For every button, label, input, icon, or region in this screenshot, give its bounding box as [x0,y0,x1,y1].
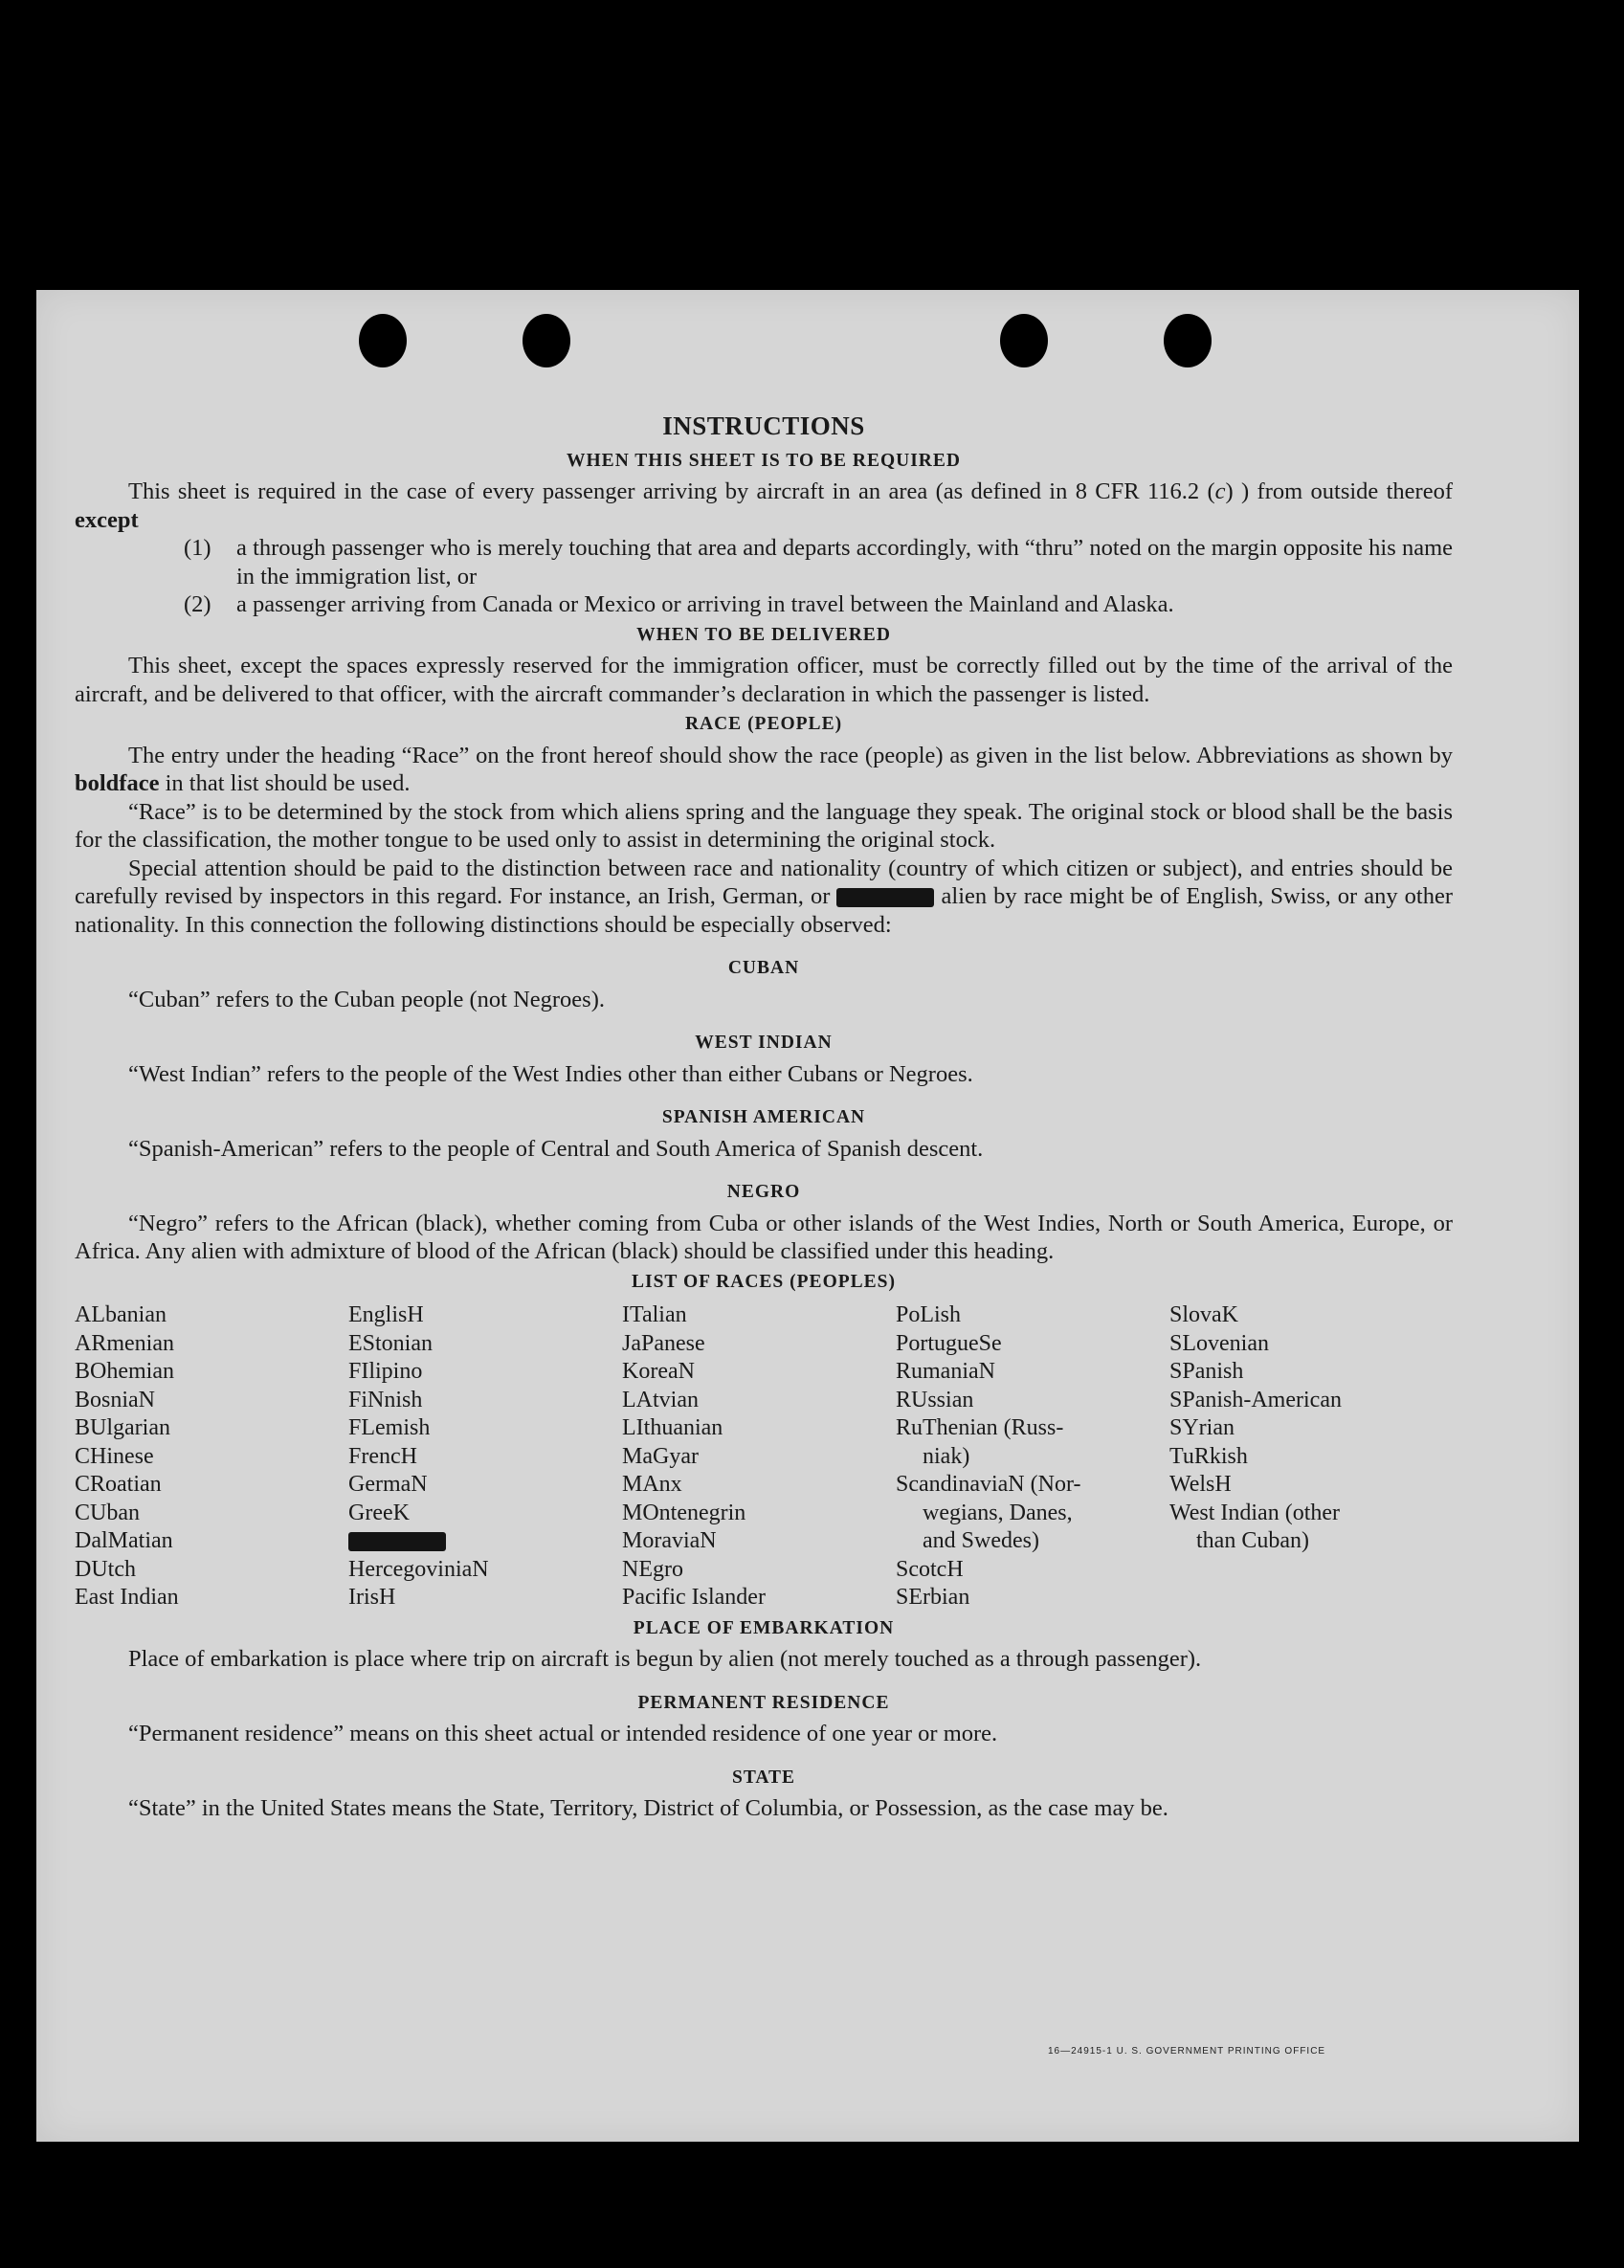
residence-text: “Permanent residence” means on this sheet actual or intended residence of one year or more. [128,1721,998,1746]
section-heading-west-indian: WEST INDIAN [695,1033,833,1053]
race-entry: RuThenian (Russ- [896,1415,1064,1440]
race-entry: FrencH [348,1443,417,1469]
race-entry: BosniaN [75,1387,155,1412]
state-text: “State” in the United States means the State, Territory, District of Columbia, or Possession, as the case may be. [128,1795,1168,1821]
required-intro-suffix: ) ) from outside thereof [1225,478,1453,504]
section-heading-negro: NEGRO [726,1182,801,1202]
race-entry: BOhemian [75,1359,174,1384]
race-entry: PortugueSe [896,1330,1002,1356]
required-intro-prefix: This sheet is required in the case of every passenger arriving by aircraft in an area (as defined in 8 CFR 116.2 ( [128,478,1215,504]
page-title: INSTRUCTIONS [662,411,865,440]
race-column [896,1301,1169,1612]
required-intro-italic: c [1214,478,1226,504]
race-p1-suffix: in that list should be used. [159,770,411,796]
required-intro-bold: except [75,506,139,533]
spanish-american-text: “Spanish-American” refers to the people of Central and South America of Spanish descent. [128,1135,984,1162]
race-p1-bold: boldface [75,770,160,796]
delivered-text: This sheet, except the spaces expressly reserved for the immigration officer, must be correctly filled out by the time of the arrival of the aircraft, and be delivered to that officer, with the aircraft commander’s declaration in which the passenger is listed. [75,653,1453,707]
race-entry: PoLish [896,1302,962,1327]
race-column [622,1301,896,1612]
race-list [75,1301,1453,1612]
race-entry: MaGyar [622,1443,699,1469]
race-entry: FLemish [348,1415,431,1440]
exception-text: a passenger arriving from Canada or Mexico or arriving in travel between the Mainland and Alaska. [236,591,1174,617]
race-entry: LIthuanian [622,1415,723,1440]
race-entry: ARmenian [75,1330,174,1356]
race-entry: NEgro [622,1556,683,1582]
race-entry: DalMatian [75,1528,173,1553]
exception-item [184,590,1453,619]
punch-hole [1164,314,1212,367]
section-heading-spanish-american: SPANISH AMERICAN [661,1107,866,1127]
race-entry: RumaniaN [896,1359,995,1384]
race-entry: SPanish-American [1169,1387,1342,1412]
race-entry: SPanish [1169,1359,1244,1384]
race-entry-continuation: than Cuban) [1196,1528,1309,1553]
punch-hole [523,314,570,367]
race-p3-part2: alien by race might be of English, Swiss, or any other nationality. In this connection the following distinctions should be especially observed: [75,883,1454,938]
section-heading-cuban: CUBAN [727,958,800,978]
race-entry: FIlipino [348,1359,423,1384]
race-entry: JaPanese [622,1330,705,1356]
section-heading-state: STATE [731,1767,796,1788]
section-heading-embarkation: PLACE OF EMBARKATION [633,1617,895,1638]
negro-text: “Negro” refers to the African (black), whether coming from Cuba or other islands of the West Indies, North or South America, Europe, or Africa. Any alien with admixture of blood of the African (black) should be classified under this heading. [75,1210,1453,1264]
embarkation-text: Place of embarkation is place where trip on aircraft is begun by alien (not merely touched as a through passenger). [128,1646,1202,1672]
race-entry: CRoatian [75,1472,162,1497]
form-number-footer: 16—24915-1 U. S. GOVERNMENT PRINTING OFFICE [1048,2046,1326,2057]
punch-hole [359,314,407,367]
race-entry: GreeK [348,1500,410,1525]
section-heading-required: WHEN THIS SHEET IS TO BE REQUIRED [567,450,961,471]
race-entry: MAnx [622,1472,682,1497]
race-entry: SYrian [1169,1415,1235,1440]
race-entry-redacted [348,1527,622,1556]
race-entry: SErbian [896,1585,970,1610]
race-entry: MoraviaN [622,1528,717,1553]
race-paragraph-2: “Race” is to be determined by the stock from which aliens spring and the language they speak. The original stock or blood shall be the basis for the classification, the mother tongue to be used only to assist in determining the original stock. [75,798,1453,853]
race-entry: HercegoviniaN [348,1556,489,1582]
race-entry: IrisH [348,1585,396,1610]
exception-text: a through passenger who is merely touching that area and departs accordingly, with “thru” noted on the margin opposite his name in the immigration list, or [236,535,1453,589]
race-entry: ALbanian [75,1302,167,1327]
race-entry: ITalian [622,1302,687,1327]
redaction-mark [348,1532,446,1551]
race-p1-prefix: The entry under the heading “Race” on the front hereof should show the race (people) as given in the list below. Abbreviations as shown by [128,742,1453,768]
section-heading-residence: PERMANENT RESIDENCE [637,1692,890,1713]
race-entry: GermaN [348,1472,428,1497]
race-entry: ScandinaviaN (Nor- [896,1472,1081,1497]
race-entry: EnglisH [348,1302,424,1327]
race-column [1169,1301,1443,1612]
race-entry-continuation: niak) [923,1443,970,1469]
race-p3-part1: Special attention should be paid to the distinction between race and nationality (country of which citizen or subject), and entries should be carefully revised by inspectors in this regard. For instance, an Irish, German, or [75,855,1453,909]
race-entry: DUtch [75,1556,136,1582]
cuban-text: “Cuban” refers to the Cuban people (not Negroes). [128,986,605,1012]
race-entry: FiNnish [348,1387,423,1412]
race-entry-continuation: wegians, Danes, [923,1500,1073,1525]
required-intro [75,478,1453,534]
section-heading-races: LIST OF RACES (PEOPLES) [631,1271,896,1292]
race-paragraph-1 [75,742,1453,798]
instructions-content [75,412,1453,1823]
race-entry: TuRkish [1169,1443,1248,1469]
race-paragraph-3 [75,855,1453,940]
race-entry: East Indian [75,1585,179,1610]
race-entry: SlovaK [1169,1302,1238,1327]
race-entry: BUlgarian [75,1415,170,1440]
document-sheet [36,290,1579,2142]
race-entry: WelsH [1169,1472,1232,1497]
punch-hole [1000,314,1048,367]
race-entry: LAtvian [622,1387,699,1412]
race-entry-continuation: and Swedes) [923,1528,1039,1553]
race-column [348,1301,622,1612]
section-heading-race: RACE (PEOPLE) [684,714,843,734]
race-entry: MOntenegrin [622,1500,746,1525]
race-entry: KoreaN [622,1359,695,1384]
exception-item [184,534,1453,590]
section-heading-delivered: WHEN TO BE DELIVERED [636,624,891,645]
race-entry: Pacific Islander [622,1585,766,1610]
race-column [75,1301,348,1612]
race-entry: SLovenian [1169,1330,1269,1356]
redaction-mark [836,888,934,907]
west-indian-text: “West Indian” refers to the people of the West Indies other than either Cubans or Negroes. [128,1060,973,1087]
race-entry: CHinese [75,1443,154,1469]
race-entry: RUssian [896,1387,974,1412]
race-entry: CUban [75,1500,140,1525]
exception-number: (1) [184,535,211,561]
race-entry: ScotcH [896,1556,964,1582]
exception-number: (2) [184,591,211,617]
race-entry: EStonian [348,1330,433,1356]
race-entry: West Indian (other [1169,1500,1341,1525]
